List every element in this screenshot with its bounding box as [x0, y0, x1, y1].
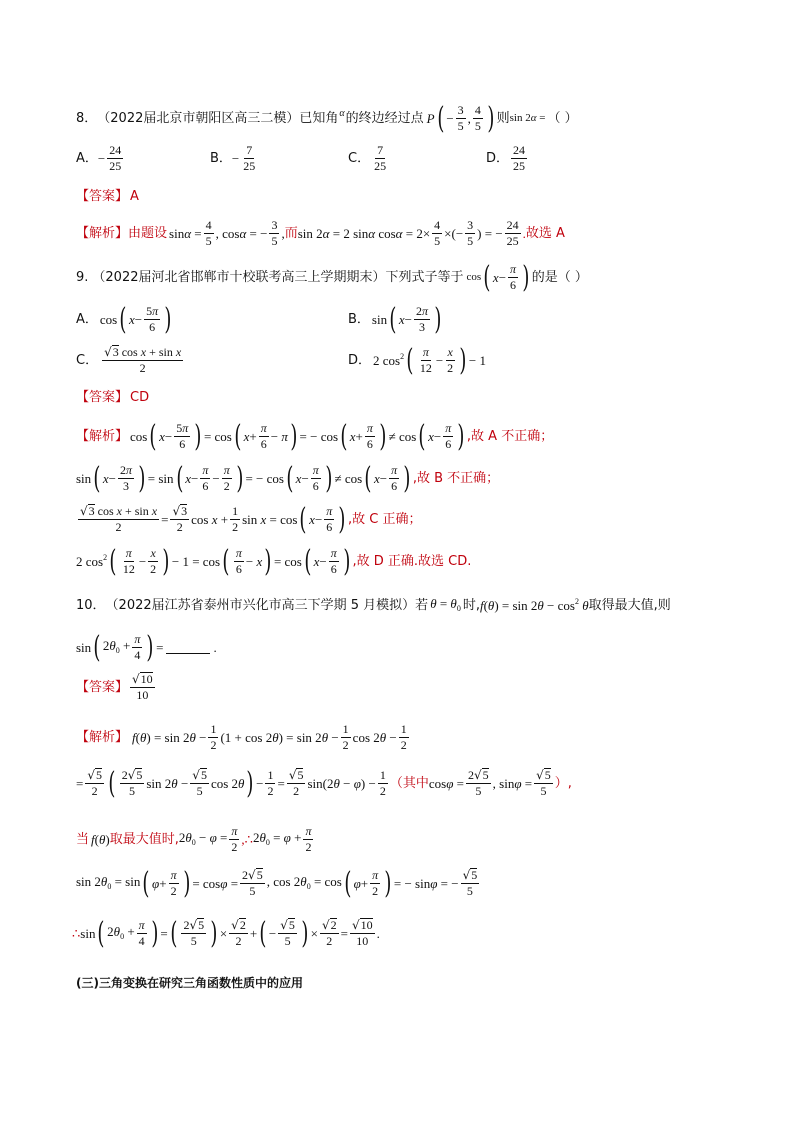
- q9-analysis-a: 【解析】 cos ( x − $\frac{5\pi}{6}$ ) = cos ( x + $\frac{\pi}{6}$ − π ) = − cos ( x + $\frac{\pi}{6}$ ) ≠ cos ( x − $\frac{\pi}{6}$ ) ,故 A 不正确；: [76, 418, 554, 454]
- q9-answer: 【答案】 CD: [76, 389, 150, 405]
- q8-analysis: 【解析】 由题设 sinα = $\frac{4}{5}$ , cosα = − $\frac{3}{5}$ , 而 sin 2α = 2 sinα cosα = 2× $\frac{4}{5}$ ×(− $\frac{3}{5}$ ) = − $\frac{24}{25}$ . 故选 A: [76, 217, 565, 248]
- q8-stem: 8． （2022届北京市朝阳区高三二模） 已知角 α 的终边经过点 P ( − $\frac{3}{5}$ , $\frac{4}{5}$ ) 则 sin 2α = （ ）: [76, 100, 578, 136]
- q8-option-b: B． − $\frac{7}{25}$: [210, 142, 256, 173]
- q10-analysis-5: ∴ sin ( $2\theta_0$ + $\frac{\pi}{4}$ ) = ( $\frac{2√5}{5}$ ) × $\frac{√2}{2}$ + ( − $\frac{√5}{5}$ ) × $\frac{√2}{2}$ = $\frac{√10}{10}$ .: [72, 915, 380, 951]
- q8-number: 8．: [76, 110, 98, 126]
- q9-analysis-c: $\frac{\text{√3 cos x + sin x}}{2}$ = $\frac{√3}{2}$ cos x + $\frac{1}{2}$ sin x = cos ( x − $\frac{\pi}{6}$ ) ,故 C 正确；: [80, 501, 422, 537]
- q9-option-d: D． 2 $\cos^2$ ( $\frac{\pi}{12}$ − $\frac{x}{2}$ ) − 1: [348, 342, 486, 378]
- q10-stem-2: sin ( $2\theta_0$ + $\frac{\pi}{4}$ ) = .: [76, 629, 217, 665]
- q10-analysis-4: $\sin 2\theta_0 = \sin$ ( φ + $\frac{\pi}{2}$ ) = cosφ = $\frac{2√5}{5}$ , $\cos 2\theta_0 = \cos$ ( φ + $\frac{\pi}{2}$ ) = − sinφ = − $\frac{√5}{5}$: [76, 865, 478, 901]
- q9-option-a: A． cos ( x − $\frac{5\pi}{6}$ ): [76, 301, 172, 337]
- q9-option-c: C． $\frac{\text{√3 cos x + sin x}}{2}$: [76, 345, 182, 375]
- q10-analysis-3: 当 f(θ) 取最大值时, $2\theta_0 - \varphi$ = $\frac{\pi}{2}$ ,∴ $2\theta_0 = \varphi$ + $\frac{\pi}{2}$: [76, 823, 312, 854]
- q10-analysis-1: 【解析】 f(θ) = sin 2θ − $\frac{1}{2}$ (1 + cos 2θ) = sin 2θ − $\frac{1}{2}$ cos 2θ − $\frac{1}{2}$: [76, 721, 407, 752]
- answer-blank: [166, 641, 210, 654]
- q10-analysis-2: = $\frac{√5}{2}$ ( $\frac{2√5}{5}$ sin 2θ − $\frac{√5}{5}$ cos 2θ ) − $\frac{1}{2}$ = $\frac{√5}{2}$ sin(2θ − φ) − $\frac{1}{2}$ （其中 cosφ = $\frac{2√5}{5}$ , sinφ = $\frac{√5}{5}$ ）,: [76, 765, 572, 801]
- q9-analysis-b: sin ( x − $\frac{2\pi}{3}$ ) = sin ( x − $\frac{\pi}{6}$ − $\frac{\pi}{2}$ ) = − cos ( x − $\frac{\pi}{6}$ ) ≠ cos ( x − $\frac{\pi}{6}$ ) ,故 B 不正确；: [76, 460, 500, 496]
- q10-answer: 【答案】 $\frac{√10}{10}$: [76, 672, 153, 702]
- section-heading: (三)三角变换在研究三角函数性质中的应用: [76, 976, 303, 990]
- q8-answer: 【答案】 A: [76, 188, 139, 204]
- q9-option-b: B． sin ( x − $\frac{2\pi}{3}$ ): [348, 301, 442, 337]
- q8-source: （2022届北京市朝阳区高三二模）: [97, 110, 300, 126]
- q10-stem: 10． （2022届江苏省泰州市兴化市高三下学期 5 月模拟） 若 $\theta = \theta_0$ 时, $f(\theta) = \sin 2\theta - \cos^2 \theta$ 取得最大值,则: [76, 596, 671, 613]
- q9-analysis-d: 2 $\cos^2$ ( $\frac{\pi}{12}$ − $\frac{x}{2}$ ) − 1 = cos ( $\frac{\pi}{6}$ − x ) = cos ( x − $\frac{\pi}{6}$ ) ,故 D 正确.故选 CD.: [76, 543, 472, 579]
- q8-option-a: A． − $\frac{24}{25}$: [76, 142, 122, 173]
- q8-option-c: C． $\frac{7}{25}$: [348, 142, 387, 173]
- q8-option-d: D． $\frac{24}{25}$: [486, 142, 526, 173]
- q9-stem: 9. （2022届河北省邯郸市十校联考高三上学期期末） 下列式子等于 cos ( x − $\frac{\pi}{6}$ ) 的是（ ）: [76, 259, 588, 295]
